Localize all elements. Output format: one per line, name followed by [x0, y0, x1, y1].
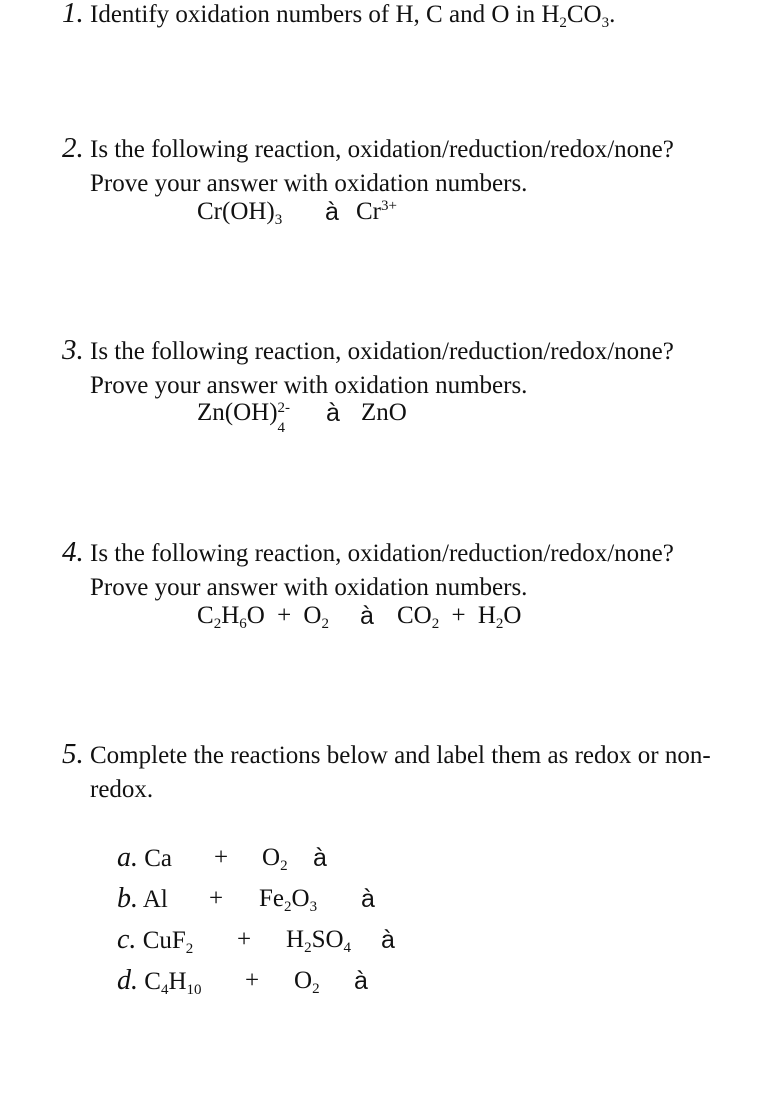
question-4 [62, 535, 768, 605]
question-text-continued: redox. [90, 776, 154, 803]
question-instruction: Prove your answer with oxidation numbers. [90, 372, 528, 399]
reactant: $Fe_2O_3$ [259, 885, 318, 915]
plus-sign: + [209, 885, 224, 912]
question-text: Is the following reaction, oxidation/reduction/redox/none? [90, 540, 674, 567]
arrow-glyph: à [325, 198, 339, 226]
question-number: 5. [62, 738, 84, 770]
plus-sign: + [214, 844, 229, 871]
question-1 [62, 0, 768, 32]
reaction-equation-4: $C_2H_6O + O_2$ [197, 602, 329, 632]
arrow-glyph: à [360, 602, 374, 630]
question-number: 4. [62, 536, 84, 568]
question-number: 2. [62, 132, 84, 164]
reactant: $H_2SO_4$ [286, 926, 352, 956]
reaction-products-4: $CO_2 + H_2O$ [397, 602, 522, 632]
reaction-part-b: b. Al [117, 883, 168, 914]
arrow-glyph: à [361, 885, 375, 913]
question-3 [62, 333, 768, 403]
plus-sign: + [245, 967, 260, 994]
plus-sign: + [237, 926, 252, 953]
question-5 [62, 737, 768, 807]
arrow-glyph: à [381, 926, 395, 954]
reactant: $O_2$ [294, 967, 320, 997]
question-text: Is the following reaction, oxidation/reduction/redox/none? [90, 136, 674, 163]
question-text: Complete the reactions below and label them as redox or non- [90, 742, 711, 769]
reaction-equation-2: $Cr(OH)_3$ [197, 198, 283, 228]
reaction-part-c: c. CuF$_2$ [117, 924, 194, 957]
question-number: 3. [62, 334, 84, 366]
arrow-glyph: à [313, 844, 327, 872]
question-number: 1. [62, 0, 84, 29]
reactant: $O_2$ [262, 844, 288, 874]
question-2 [62, 131, 768, 201]
reaction-part-d: d. $C_4H_{10}$ [117, 965, 202, 998]
question-text: Identify oxidation numbers of H, C and O in $H_2CO_3$. [90, 1, 616, 31]
arrow-glyph: à [354, 967, 368, 995]
reaction-product-2: $Cr^{3+}$ [356, 198, 397, 225]
reaction-part-a: a. Ca [117, 842, 173, 873]
arrow-glyph: à [326, 399, 340, 427]
reaction-equation-3: Zn(OH) 2- 4 [197, 399, 291, 436]
question-text: Is the following reaction, oxidation/reduction/redox/none? [90, 338, 674, 365]
reaction-product-3: ZnO [361, 399, 407, 426]
question-instruction: Prove your answer with oxidation numbers. [90, 170, 528, 197]
question-instruction: Prove your answer with oxidation numbers. [90, 574, 528, 601]
